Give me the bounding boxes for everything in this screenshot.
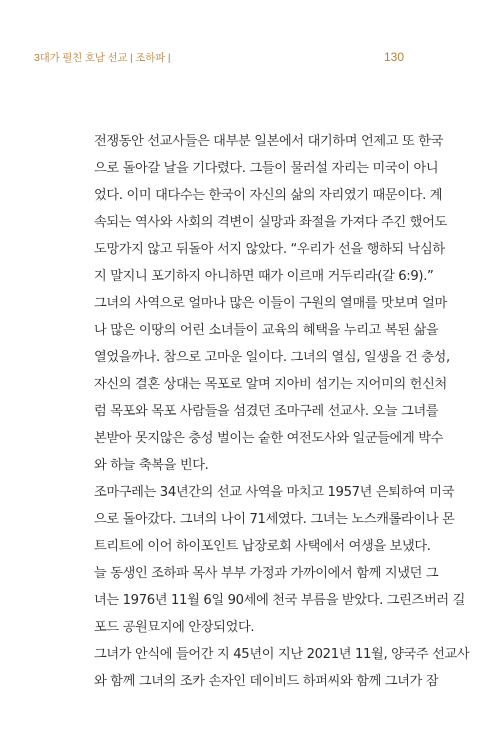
text-line: 으로 돌아갈 날을 기다렸다. 그들이 물러설 자리는 미국이 아니 [94, 161, 439, 176]
running-head: 3대가 펼친 호남 선교 | 조하파 | [34, 52, 171, 64]
text-line: 전쟁동안 선교사들은 대부분 일본에서 대기하며 언제고 또 한국 [94, 134, 444, 149]
text-line: 도망가지 않고 뒤돌아 서지 않았다. “우리가 선을 행하되 낙심하 [94, 242, 445, 257]
text-line: 와 함께 그녀의 조카 손자인 데이비드 하퍼씨와 함께 그녀가 잠 [94, 674, 439, 689]
text-line: 조마구레는 34년간의 선교 사역을 마치고 1957년 은퇴하여 미국 [94, 485, 455, 500]
text-line: 그녀의 사역으로 얼마나 많은 이들이 구원의 열매를 맛보며 얼마 [94, 296, 447, 311]
text-line: 열었을까나. 참으로 고마운 일이다. 그녀의 열심, 일생을 건 충성, [94, 350, 450, 365]
page-number: 130 [383, 50, 404, 64]
page-header [34, 50, 404, 65]
text-line: 자신의 결혼 상대는 목포로 알며 지아비 섬기는 지어미의 헌신처 [94, 377, 447, 392]
text-line: 포드 공원묘지에 안장되었다. [94, 620, 255, 635]
text-line: 본받아 못지않은 충성 벌이는 숱한 여전도사와 일군들에게 박수 [94, 431, 444, 446]
text-line: 으로 돌아갔다. 그녀의 나이 71세였다. 그녀는 노스캐롤라이나 몬 [94, 512, 455, 527]
text-line: 와 하늘 축복을 빈다. [94, 458, 209, 473]
text-line: 지 말지니 포기하지 아니하면 때가 이르매 거두리라(갈 6:9).” [94, 269, 434, 284]
text-line: 녀는 1976년 11월 6일 90세에 천국 부름을 받았다. 그린즈버러 길 [94, 593, 465, 608]
text-line: 나 많은 이땅의 어린 소녀들이 교육의 혜택을 누리고 복된 삶을 [94, 323, 439, 338]
text-line: 늘 동생인 조하파 목사 부부 가정과 가까이에서 함께 지냈던 그 [94, 566, 439, 581]
text-line: 트리트에 이어 하이포인트 납장로회 사택에서 여생을 보냈다. [94, 539, 431, 554]
body-text [94, 128, 470, 695]
text-line: 속되는 역사와 사회의 격변이 실망과 좌절을 가져다 주긴 했어도 [94, 215, 447, 230]
text-line: 그녀가 안식에 들어간 지 45년이 지난 2021년 11월, 양국주 선교사 [94, 647, 470, 662]
text-line: 었다. 이미 대다수는 한국이 자신의 삶의 자리였기 때문이다. 계 [94, 188, 443, 203]
text-line: 럼 목포와 목포 사람들을 섬겼던 조마구레 선교사. 오늘 그녀를 [94, 404, 439, 419]
